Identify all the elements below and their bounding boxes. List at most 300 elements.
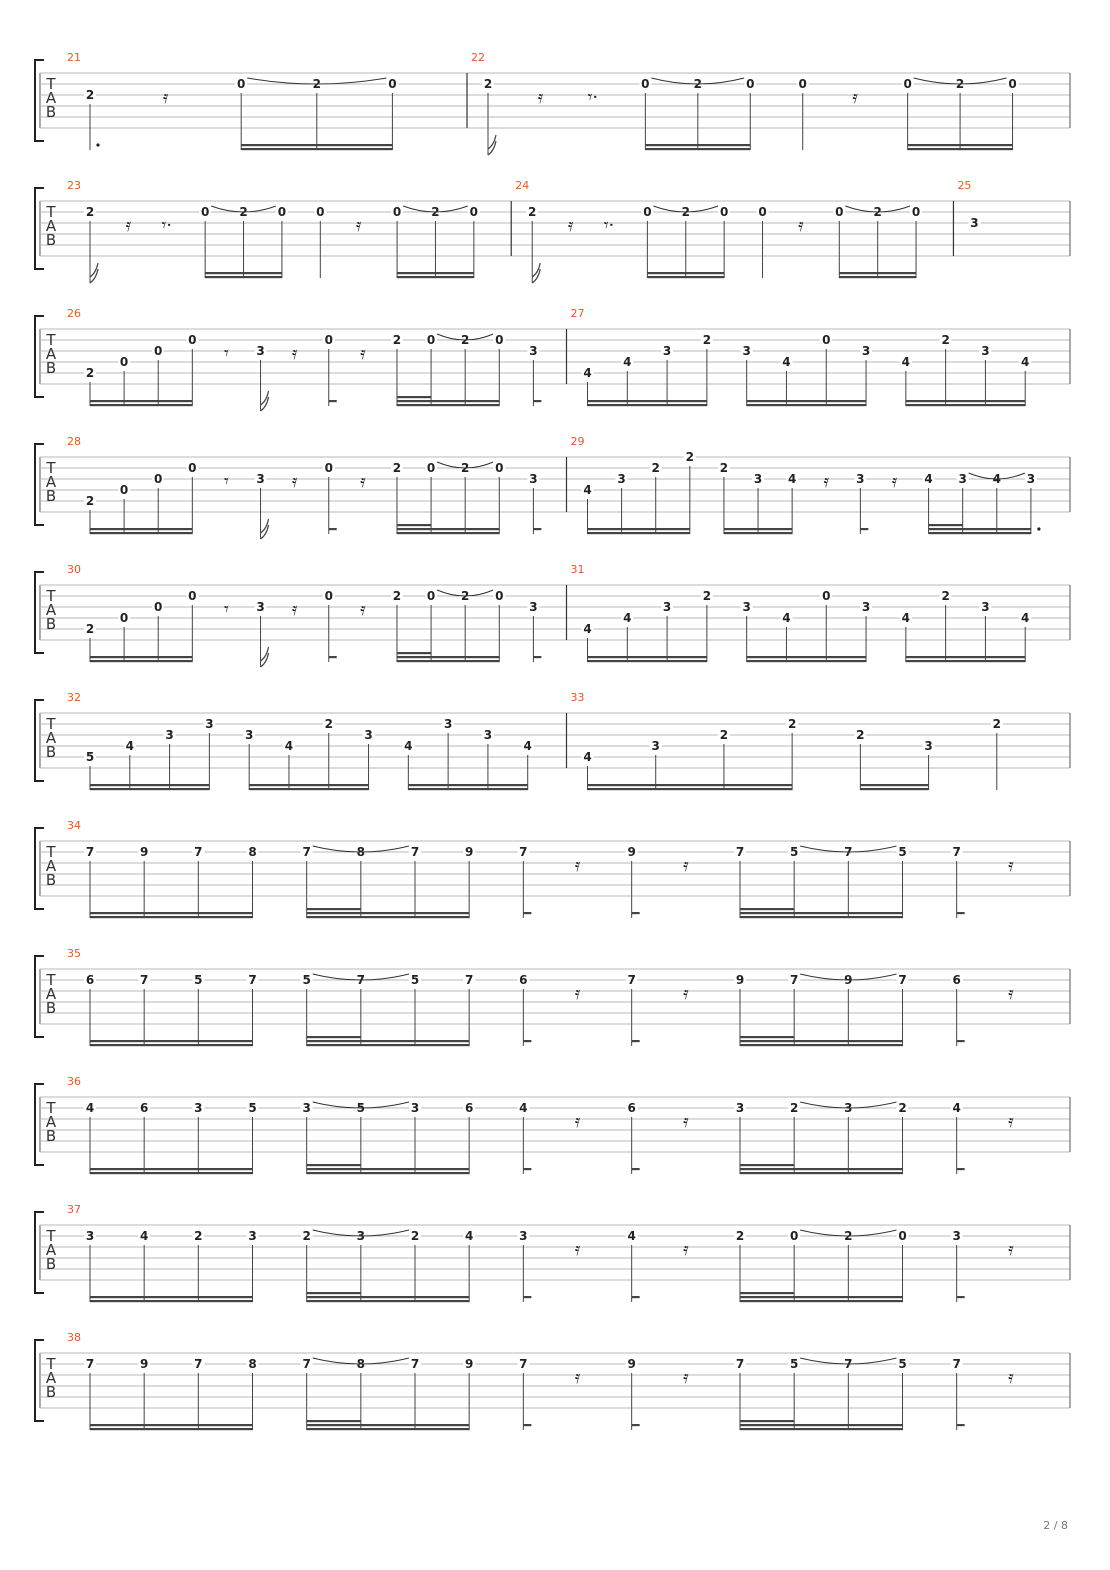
- tab-system: [35, 1331, 1070, 1430]
- fret-number: 4: [404, 739, 413, 753]
- beam: [90, 912, 253, 914]
- beam: [747, 656, 866, 658]
- fret-number: 7: [789, 973, 799, 987]
- fret-number: 6: [519, 973, 528, 987]
- fret-number: 7: [735, 1357, 745, 1371]
- fret-number: 0: [643, 205, 652, 219]
- beam: [307, 1296, 470, 1298]
- fret-number: 0: [495, 589, 504, 603]
- fret-number: 3: [844, 1101, 853, 1115]
- fret-number: 0: [746, 77, 755, 91]
- beam-stub: [533, 400, 541, 402]
- rest-symbol: 𝄿: [291, 599, 298, 620]
- fret-number: 3: [970, 216, 979, 230]
- beam: [205, 276, 282, 278]
- fret-number: 4: [782, 355, 791, 369]
- fret-number: 2: [85, 205, 95, 219]
- beam: [588, 532, 690, 534]
- tab-system: [35, 307, 1070, 411]
- fret-number: 9: [139, 1357, 149, 1371]
- tab-clef-letter: B: [45, 103, 57, 121]
- tab-clef-letter: T: [46, 1355, 56, 1373]
- fret-number: 2: [392, 461, 402, 475]
- fret-number: 3: [924, 739, 933, 753]
- rest-symbol: 𝄿: [1008, 983, 1014, 1004]
- beam: [929, 524, 963, 526]
- tab-system: [35, 179, 1070, 283]
- beam: [588, 660, 707, 662]
- tab-clef-letter: B: [45, 999, 57, 1017]
- beam: [740, 1428, 903, 1430]
- fret-number: 2: [702, 589, 712, 603]
- page-indicator: 2 / 8: [1043, 1519, 1068, 1532]
- beam-stub: [533, 656, 541, 658]
- fret-number: 5: [85, 750, 95, 764]
- rest-symbol: 𝄿: [162, 87, 169, 108]
- beam: [740, 912, 903, 914]
- beam: [740, 1044, 903, 1046]
- fret-number: 0: [119, 355, 129, 369]
- beam: [397, 652, 431, 654]
- fret-number: 2: [392, 333, 402, 347]
- beam: [740, 908, 794, 910]
- beam-stub: [632, 1296, 640, 1298]
- fret-number: 7: [248, 973, 257, 987]
- beam-stub: [957, 1168, 965, 1170]
- fret-number: 3: [1026, 472, 1036, 486]
- fret-number: 4: [924, 472, 933, 486]
- fret-number: 4: [583, 366, 592, 380]
- fret-number: 3: [194, 1101, 203, 1115]
- tab-clef-letter: T: [46, 459, 56, 477]
- beam-stub: [632, 1040, 640, 1042]
- tab-clef-letter: A: [45, 601, 57, 619]
- beam: [647, 272, 724, 274]
- beam: [397, 276, 474, 278]
- beam: [90, 404, 192, 406]
- rest-symbol: 𝄾·: [587, 87, 599, 108]
- beam: [90, 1296, 253, 1298]
- tab-clef-letter: B: [45, 231, 57, 249]
- fret-number: 3: [735, 1101, 745, 1115]
- measure-number: 28: [67, 435, 81, 448]
- fret-number: 2: [856, 728, 865, 742]
- fret-number: 4: [519, 1101, 528, 1115]
- rest-symbol: 𝄿: [360, 343, 366, 364]
- beam: [397, 272, 474, 274]
- fret-number: 2: [460, 461, 470, 475]
- tab-clef-letter: B: [45, 871, 57, 889]
- tab-system: [35, 51, 1070, 155]
- tab-clef-letter: T: [46, 1227, 56, 1245]
- fret-number: 4: [1021, 611, 1030, 625]
- fret-number: 2: [460, 589, 470, 603]
- measure-number: 25: [957, 179, 972, 192]
- fret-number: 4: [85, 1101, 95, 1115]
- fret-number: 6: [139, 1101, 149, 1115]
- rest-symbol: 𝄿: [1008, 1239, 1014, 1260]
- fret-number: 2: [85, 622, 95, 636]
- fret-number: 0: [119, 483, 129, 497]
- fret-number: 5: [194, 973, 203, 987]
- beam: [90, 528, 192, 530]
- fret-number: 2: [898, 1101, 907, 1115]
- fret-number: 3: [753, 472, 763, 486]
- fret-number: 3: [244, 728, 254, 742]
- fret-number: 3: [662, 344, 672, 358]
- beam: [249, 788, 368, 790]
- note-flag: [488, 135, 496, 155]
- fret-number: 5: [898, 845, 907, 859]
- beam: [588, 784, 793, 786]
- rest-symbol: 𝄿: [683, 1239, 689, 1260]
- tab-system: [35, 435, 1070, 539]
- rest-symbol: 𝄿: [355, 215, 362, 236]
- fret-number: 3: [617, 472, 626, 486]
- tab-clef-letter: B: [45, 615, 57, 633]
- fret-number: 3: [443, 717, 453, 731]
- beam: [588, 656, 707, 658]
- rest-symbol: 𝄿: [1008, 1111, 1014, 1132]
- fret-number: 7: [194, 845, 203, 859]
- fret-number: 9: [735, 973, 745, 987]
- fret-number: 7: [898, 973, 907, 987]
- fret-number: 3: [410, 1101, 420, 1115]
- fret-number: 7: [410, 845, 420, 859]
- fret-number: 4: [782, 611, 791, 625]
- beam: [397, 656, 499, 658]
- tab-clef-letter: B: [45, 1383, 57, 1401]
- rest-symbol: 𝄿: [574, 1111, 581, 1132]
- fret-number: 2: [431, 205, 440, 219]
- fret-number: 2: [685, 450, 695, 464]
- duration-dot: [96, 143, 99, 146]
- fret-number: 3: [529, 600, 538, 614]
- fret-number: 9: [139, 845, 149, 859]
- beam: [929, 532, 1031, 534]
- tab-clef-letter: A: [45, 1369, 57, 1387]
- beam-stub: [523, 1040, 531, 1042]
- fret-number: 2: [719, 461, 729, 475]
- beam-stub: [523, 1424, 531, 1426]
- tab-clef-letter: A: [45, 345, 57, 363]
- fret-number: 3: [483, 728, 493, 742]
- fret-number: 2: [85, 494, 95, 508]
- fret-number: 2: [302, 1229, 311, 1243]
- fret-number: 8: [356, 1357, 366, 1371]
- fret-number: 7: [85, 1357, 95, 1371]
- measure-number: 35: [67, 947, 81, 960]
- beam: [307, 1036, 361, 1038]
- beam: [241, 144, 392, 146]
- tab-clef-letter: A: [45, 729, 57, 747]
- measure-number: 33: [570, 691, 585, 704]
- fret-number: 7: [356, 973, 366, 987]
- beam: [241, 148, 392, 150]
- tab-system: [35, 947, 1070, 1046]
- tab-clef-letter: T: [46, 971, 56, 989]
- rest-symbol: 𝄿: [1008, 1367, 1014, 1388]
- fret-number: 4: [952, 1101, 961, 1115]
- fret-number: 2: [873, 205, 882, 219]
- rest-symbol: 𝄿: [567, 215, 574, 236]
- fret-number: 4: [464, 1229, 474, 1243]
- beam: [645, 148, 750, 150]
- beam: [740, 1172, 903, 1174]
- fret-number: 0: [911, 205, 921, 219]
- beam: [740, 1420, 794, 1422]
- beam-stub: [523, 1168, 531, 1170]
- beam-stub: [632, 912, 640, 914]
- beam: [90, 660, 192, 662]
- beam: [90, 656, 192, 658]
- beam-stub: [632, 1424, 640, 1426]
- fret-number: 7: [464, 973, 474, 987]
- measure-number: 32: [67, 691, 81, 704]
- fret-number: 2: [194, 1229, 203, 1243]
- fret-number: 2: [992, 717, 1001, 731]
- beam: [397, 532, 499, 534]
- beam: [747, 660, 866, 662]
- beam: [740, 1300, 903, 1302]
- beam: [740, 1164, 794, 1166]
- fret-number: 9: [464, 1357, 474, 1371]
- measure-number: 38: [67, 1331, 81, 1344]
- beam-stub: [523, 1296, 531, 1298]
- beam: [90, 788, 209, 790]
- note-flag: [261, 391, 269, 411]
- rest-symbol: 𝄿: [360, 471, 366, 492]
- fret-number: 2: [239, 205, 248, 219]
- fret-number: 4: [1021, 355, 1030, 369]
- beam: [90, 1300, 253, 1302]
- fret-number: 4: [623, 611, 632, 625]
- fret-number: 0: [798, 77, 807, 91]
- rest-symbol: 𝄾: [224, 599, 229, 620]
- fret-number: 2: [651, 461, 660, 475]
- fret-number: 0: [154, 600, 163, 614]
- fret-number: 3: [861, 344, 871, 358]
- beam: [307, 1164, 361, 1166]
- fret-number: 0: [822, 589, 831, 603]
- fret-number: 0: [324, 589, 333, 603]
- fret-number: 2: [324, 717, 333, 731]
- beam-stub: [329, 400, 337, 402]
- beam: [747, 404, 866, 406]
- beam: [90, 916, 253, 918]
- beam: [647, 276, 724, 278]
- fret-number: 7: [735, 845, 745, 859]
- rest-symbol: 𝄿: [537, 87, 544, 108]
- rest-symbol: 𝄿: [798, 215, 804, 236]
- beam: [249, 784, 368, 786]
- tab-clef-letter: A: [45, 985, 57, 1003]
- fret-number: 2: [719, 728, 729, 742]
- beam: [906, 660, 1025, 662]
- rest-symbol: 𝄿: [574, 1239, 581, 1260]
- tab-clef-letter: B: [45, 487, 57, 505]
- fret-number: 2: [955, 77, 965, 91]
- fret-number: 0: [898, 1229, 907, 1243]
- fret-number: 4: [523, 739, 532, 753]
- measure-number: 29: [570, 435, 585, 448]
- beam: [906, 400, 1025, 402]
- beam-stub: [329, 528, 337, 530]
- beam: [740, 1040, 903, 1042]
- beam-stub: [957, 1296, 965, 1298]
- fret-number: 0: [835, 205, 844, 219]
- fret-number: 2: [735, 1229, 745, 1243]
- fret-number: 0: [903, 77, 912, 91]
- tab-clef-letter: T: [46, 587, 56, 605]
- rest-symbol: 𝄿: [574, 855, 581, 876]
- measure-number: 37: [67, 1203, 81, 1216]
- measure-number: 31: [570, 563, 585, 576]
- fret-number: 7: [194, 1357, 203, 1371]
- beam: [408, 784, 527, 786]
- fret-number: 3: [356, 1229, 366, 1243]
- fret-number: 0: [188, 333, 197, 347]
- measure-number: 26: [67, 307, 81, 320]
- fret-number: 0: [324, 333, 333, 347]
- fret-number: 3: [981, 600, 990, 614]
- fret-number: 4: [787, 472, 797, 486]
- fret-number: 2: [941, 333, 950, 347]
- fret-number: 7: [302, 1357, 311, 1371]
- measure-number: 24: [515, 179, 530, 192]
- fret-number: 3: [302, 1101, 311, 1115]
- rest-symbol: 𝄿: [125, 215, 132, 236]
- rest-symbol: 𝄾: [224, 471, 229, 492]
- fret-number: 0: [789, 1229, 799, 1243]
- fret-number: 0: [154, 344, 163, 358]
- beam: [929, 528, 1031, 530]
- rest-symbol: 𝄿: [852, 87, 858, 108]
- fret-number: 3: [256, 600, 265, 614]
- fret-number: 3: [519, 1229, 528, 1243]
- beam: [408, 788, 527, 790]
- fret-number: 6: [85, 973, 95, 987]
- fret-number: 5: [356, 1101, 366, 1115]
- beam: [397, 400, 499, 402]
- beam: [740, 1036, 794, 1038]
- fret-number: 0: [392, 205, 402, 219]
- note-flag: [532, 263, 540, 283]
- fret-number: 4: [901, 355, 911, 369]
- fret-number: 2: [844, 1229, 853, 1243]
- tab-clef-letter: A: [45, 89, 57, 107]
- beam: [307, 1300, 470, 1302]
- fret-number: 3: [958, 472, 967, 486]
- fret-number: 2: [312, 77, 321, 91]
- tab-clef-letter: T: [46, 331, 56, 349]
- fret-number: 8: [248, 845, 257, 859]
- measure-number: 21: [67, 51, 81, 64]
- tab-system: [35, 691, 1070, 790]
- fret-number: 7: [302, 845, 311, 859]
- tab-clef-letter: T: [46, 843, 56, 861]
- tab-system: [35, 563, 1070, 667]
- fret-number: 7: [139, 973, 149, 987]
- fret-number: 0: [758, 205, 767, 219]
- tab-clef-letter: T: [46, 203, 56, 221]
- beam: [588, 788, 793, 790]
- fret-number: 2: [483, 77, 493, 91]
- fret-number: 3: [952, 1229, 961, 1243]
- beam-stub: [957, 1424, 965, 1426]
- fret-number: 0: [119, 611, 129, 625]
- tab-clef-letter: B: [45, 1255, 57, 1273]
- tab-clef-letter: B: [45, 743, 57, 761]
- measure-number: 36: [67, 1075, 81, 1088]
- fret-number: 9: [627, 1357, 636, 1371]
- note-flag: [261, 519, 269, 539]
- beam: [397, 404, 499, 406]
- fret-number: 7: [519, 1357, 528, 1371]
- tab-clef-letter: A: [45, 1113, 57, 1131]
- beam: [307, 1428, 470, 1430]
- fret-number: 3: [529, 472, 538, 486]
- rest-symbol: 𝄿: [360, 599, 366, 620]
- tab-clef-letter: T: [46, 1099, 56, 1117]
- fret-number: 3: [364, 728, 373, 742]
- beam: [90, 1040, 253, 1042]
- fret-number: 0: [200, 205, 210, 219]
- fret-number: 0: [237, 77, 246, 91]
- rest-symbol: 𝄾·: [603, 215, 615, 236]
- fret-number: 3: [651, 739, 660, 753]
- beam-stub: [632, 1168, 640, 1170]
- fret-number: 3: [742, 600, 751, 614]
- beam: [307, 1168, 470, 1170]
- beam: [307, 1420, 361, 1422]
- tab-system: [35, 819, 1070, 918]
- fret-number: 0: [495, 333, 504, 347]
- fret-number: 5: [302, 973, 311, 987]
- measure-number: 22: [471, 51, 485, 64]
- tab-clef-letter: A: [45, 857, 57, 875]
- beam: [588, 528, 690, 530]
- beam: [397, 528, 499, 530]
- beam: [90, 1428, 253, 1430]
- fret-number: 2: [392, 589, 402, 603]
- beam-stub: [957, 1040, 965, 1042]
- tab-clef-letter: A: [45, 217, 57, 235]
- rest-symbol: 𝄾·: [161, 215, 173, 236]
- tab-clef-letter: A: [45, 473, 57, 491]
- fret-number: 4: [583, 750, 592, 764]
- fret-number: 6: [952, 973, 961, 987]
- rest-symbol: 𝄿: [1008, 855, 1014, 876]
- fret-number: 0: [719, 205, 729, 219]
- fret-number: 3: [742, 344, 751, 358]
- beam: [90, 1424, 253, 1426]
- note-flag: [90, 263, 98, 283]
- beam: [90, 784, 209, 786]
- rest-symbol: 𝄾: [224, 343, 229, 364]
- beam: [307, 1424, 470, 1426]
- beam: [397, 660, 499, 662]
- beam: [307, 908, 361, 910]
- fret-number: 3: [662, 600, 672, 614]
- tab-clef-letter: B: [45, 1127, 57, 1145]
- measure-number: 27: [570, 307, 585, 320]
- rest-symbol: 𝄿: [683, 855, 689, 876]
- tab-clef-letter: T: [46, 715, 56, 733]
- fret-number: 4: [125, 739, 134, 753]
- fret-number: 5: [410, 973, 420, 987]
- fret-number: 7: [519, 845, 528, 859]
